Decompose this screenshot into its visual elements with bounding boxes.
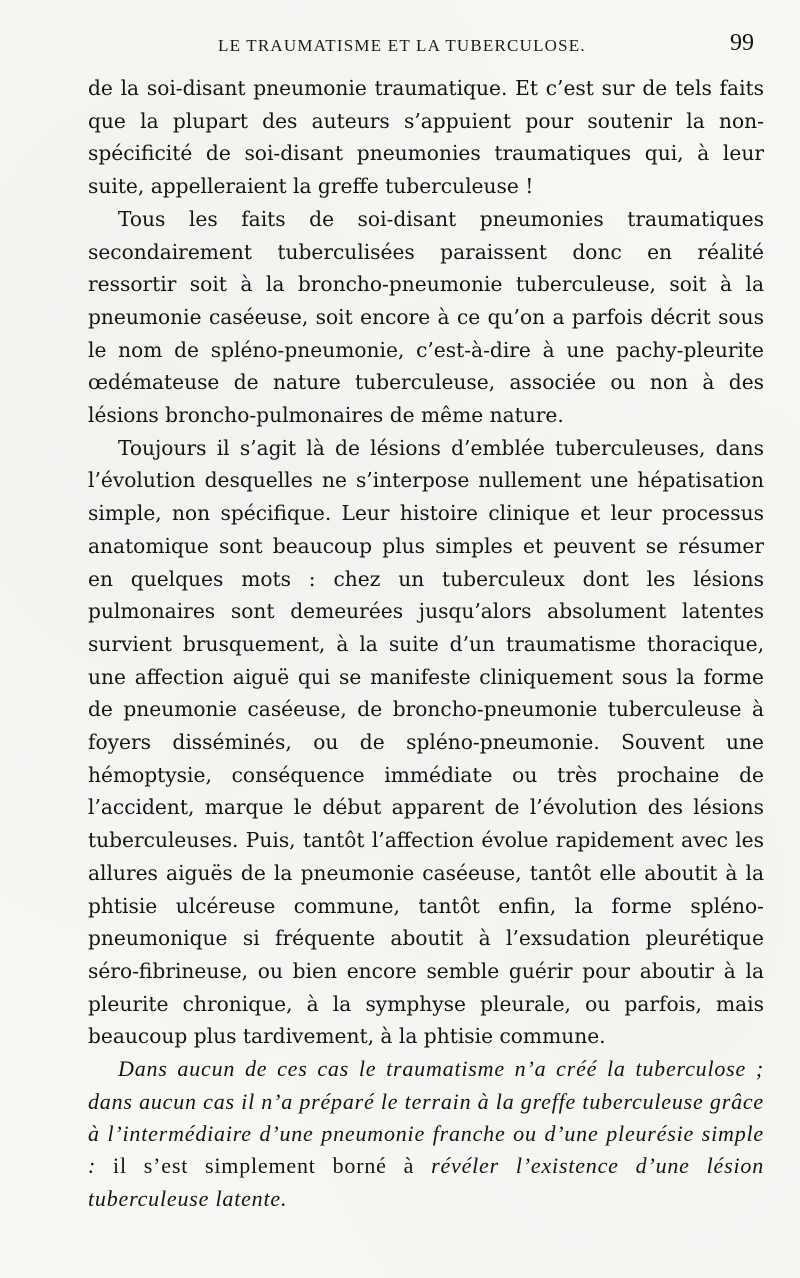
page-number: 99 (730, 30, 754, 56)
italic-conclusion-part-2: révéler l’existence d’une lésion tuberculeuse latente. (88, 1153, 764, 1211)
body-text (88, 72, 764, 1215)
running-header (88, 30, 768, 64)
roman-conclusion-part: il s’est simplement borné à (96, 1153, 432, 1179)
paragraph-1: de la soi-disant pneumonie traumatique. Et c’est sur de tels faits que la plupart des auteurs s’appuient pour soutenir la non-spécificité de soi-disant pneumonies traumatiques qui, à leur suite, appelleraient la greffe tuberculeuse ! (88, 76, 764, 199)
paragraph-3: Toujours il s’agit là de lésions d’emblée tuberculeuses, dans l’évolution desquelles ne s’interpose nullement une hépatisation simple, non spécifique. Leur histoire clinique et leur processus anatomique sont beaucoup plus simples et peuvent se résumer en quelques mots : chez un tuberculeux dont les lésions pulmonaires sont demeurées jusqu’alors absolument latentes survient brusquement, à la suite d’un traumatisme thoracique, une affection aiguë qui se manifeste cliniquement sous la forme de pneumonie caséeuse, de broncho-pneumonie tuberculeuse à foyers disséminés, ou de spléno-pneumonie. Souvent une hémoptysie, conséquence immédiate ou très prochaine de l’accident, marque le début apparent de l’évolution des lésions tuberculeuses. Puis, tantôt l’affection évolue rapidement avec les allures aiguës de la pneumonie caséeuse, tantôt elle aboutit à la phtisie ulcéreuse commune, tantôt enfin, la forme spléno-pneumonique si fréquente aboutit à l’exsudation pleurétique séro-fibrineuse, ou bien encore semble guérir pour aboutir à la pleurite chronique, à la symphyse pleurale, ou parfois, mais beaucoup plus tardivement, à la phtisie commune. (88, 435, 764, 1049)
italic-conclusion-part-1: Dans aucun de ces cas le traumatisme n’a créé la tuberculose ; dans aucun cas il n’a préparé le terrain à la greffe tuberculeuse grâce à l’intermédiaire d’une pneumonie franche ou d’une pleurésie simple : (88, 1056, 764, 1179)
paragraph-2: Tous les faits de soi-disant pneumonies traumatiques secondairement tuberculisées paraissent donc en réalité ressortir soit à la broncho-pneumonie tuberculeuse, soit à la pneumonie caséeuse, soit encore à ce qu’on a parfois décrit sous le nom de spléno-pneumonie, c’est-à-dire à une pachy-pleurite œdémateuse de nature tuberculeuse, associée ou non à des lésions broncho-pulmonaires de même nature. (88, 206, 764, 428)
paragraph-4-italic (88, 1053, 764, 1215)
running-title: LE TRAUMATISME ET LA TUBERCULOSE. (218, 36, 586, 55)
